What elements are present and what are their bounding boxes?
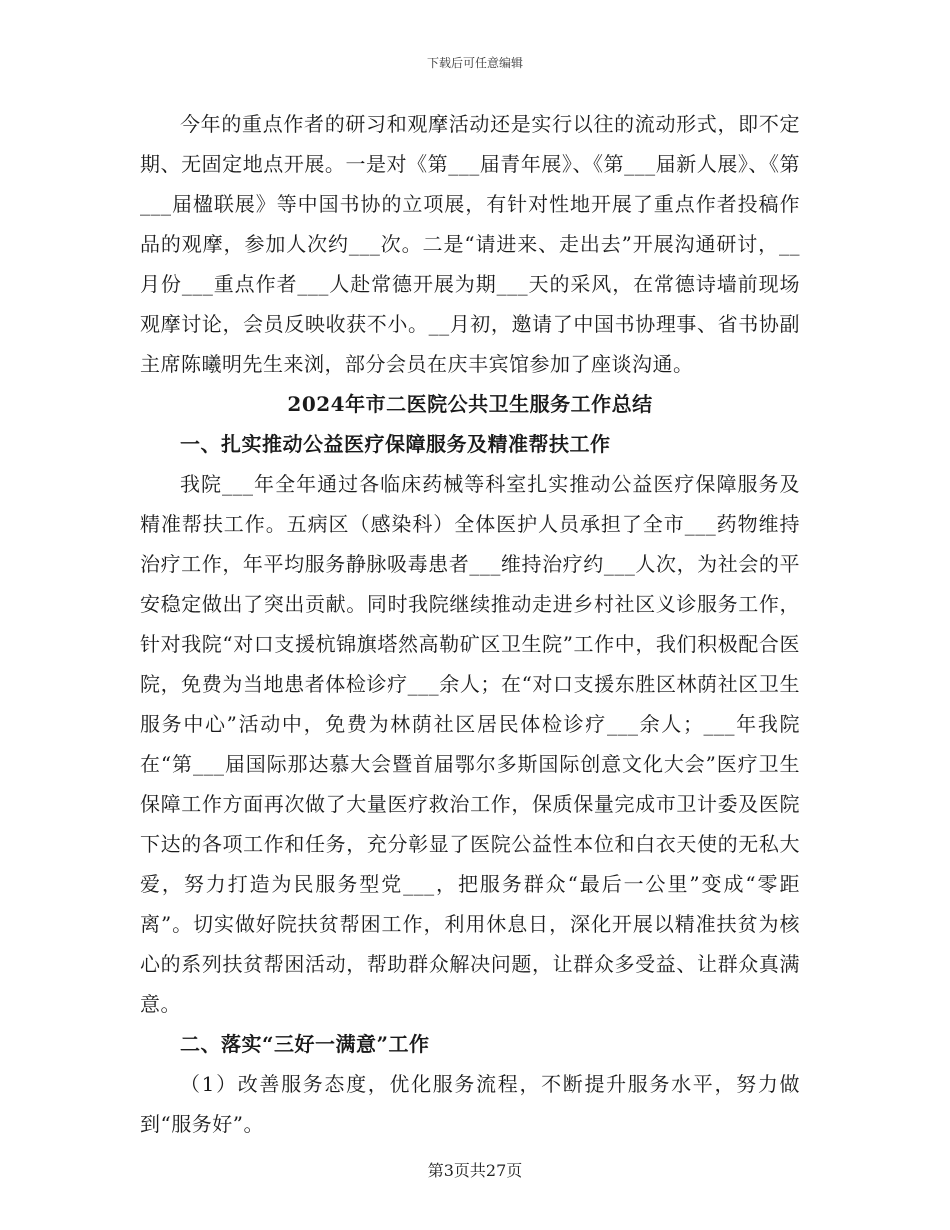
document-body bbox=[140, 104, 800, 1144]
section-2-heading: 二、落实“三好一满意”工作 bbox=[180, 1032, 430, 1056]
section-2-paragraph: （1）改善服务态度，优化服务流程，不断提升服务水平，努力做到“服务好”。 bbox=[140, 1072, 800, 1136]
document-title: 2024年市二医院公共卫生服务工作总结 bbox=[287, 392, 653, 416]
section-1-paragraph: 我院___年全年通过各临床药械等科室扎实推动公益医疗保障服务及精准帮扶工作。五病区（感染科）全体医护人员承担了全市___药物维持治疗工作，年平均服务静脉吸毒患者___维持治疗约___人次，为社会的平安稳定做出了突出贡献。同时我院继续推动走进乡村社区义诊服务工作，针对我院“对口支援杭锦旗塔然高勒矿区卫生院”工作中，我们积极配合医院，免费为当地患者体检诊疗___余人；在“对口支援东胜区林荫社区卫生服务中心”活动中，免费为林荫社区居民体检诊疗___余人；___年我院在“第___届国际那达慕大会暨首届鄂尔多斯国际创意文化大会”医疗卫生保障工作方面再次做了大量医疗救治工作，保质保量完成市卫计委及医院下达的各项工作和任务，充分彰显了医院公益性本位和白衣天使的无私大爱，努力打造为民服务型党___，把服务群众“最后一公里”变成“零距离”。切实做好院扶贫帮困工作，利用休息日，深化开展以精准扶贫为核心的系列扶贫帮困活动，帮助群众解决问题，让群众多受益、让群众真满意。 bbox=[140, 472, 800, 1016]
page-header-note: 下载后可任意编辑 bbox=[426, 56, 523, 70]
page-number: 第3页共27页 bbox=[427, 1161, 523, 1180]
intro-paragraph: 今年的重点作者的研习和观摩活动还是实行以往的流动形式，即不定期、无固定地点开展。一是对《第___届青年展》、《第___届新人展》、《第___届楹联展》等中国书协的立项展，有针对性地开展了重点作者投稿作品的观摩，参加人次约___次。二是“请进来、走出去”开展沟通研讨，__月份___重点作者___人赴常德开展为期___天的采风，在常德诗墙前现场观摩讨论，会员反映收获不小。__月初，邀请了中国书协理事、省书协副主席陈曦明先生来浏，部分会员在庆丰宾馆参加了座谈沟通。 bbox=[140, 112, 800, 376]
section-1-heading: 一、扎实推动公益医疗保障服务及精准帮扶工作 bbox=[180, 432, 611, 456]
